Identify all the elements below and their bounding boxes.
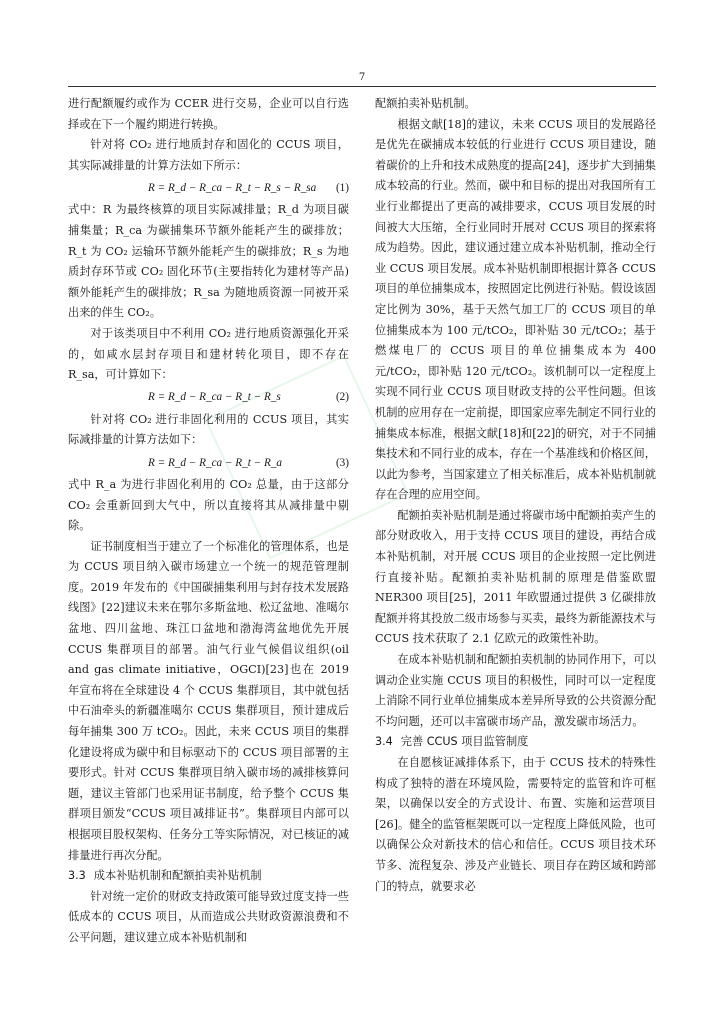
paragraph: 式中 R_a 为进行非固化利用的 CO₂ 总量，由于这部分 CO₂ 会重新回到大气中，所以直接将其从减排量中剔除。 xyxy=(68,477,349,533)
right-column xyxy=(375,94,656,897)
page-number: 7 xyxy=(358,72,366,83)
paragraph: 在自愿核证减排体系下，由于 CCUS 技术的特殊性构成了独特的潜在环境风险，需要特定的监管和许可框架，以确保以安全的方式设计、布置、实施和运营项目[26]。健全的监管框架既可以一定程度上降低风险，也可以确保公众对新技术的信心和信任。CCUS 项目技术环节多、流程复杂、涉及产业链长、项目存在跨区域和跨部门的特点，就要求必 xyxy=(375,756,656,893)
paragraph: 证书制度相当于建立了一个标准化的管理体系，也是为 CCUS 项目纳入碳市场建立一个统一的规范管理制度。2019 年发布的《中国碳捕集利用与封存技术发展路线图》[22]建议未来在鄂尔多斯盆地、松辽盆地、准噶尔盆地、四川盆地、珠江口盆地和渤海湾盆地优先开展 CCUS 集群项目的部署。油气行业气候倡议组织(oil and gas climate initiative，OGCI)[23]也在 2019 年宣布将在全球建设 4 个 CCUS 集群项目，其中就包括中石油牵头的新疆准噶尔 CCUS 集群项目，预计建成后每年捕集 300 万 tCO₂。因此，未来 CCUS 项目的集群化建设将成为碳中和目标驱动下的 CCUS 项目部署的主要形式。针对 CCUS 集群项目纳入碳市场的减排核算问题，建议主管部门也采用证书制度，给予整个 CCUS 集群项目颁发“CCUS 项目减排证书”。集群项目内部可以根据项目股权架构、任务分工等实际情况，对已核证的减排量进行再次分配。 xyxy=(68,539,349,862)
equation-formula: R = R_d − R_ca − R_t − R_s xyxy=(148,391,281,404)
equation-3 xyxy=(68,451,349,475)
equation-formula: R = R_d − R_ca − R_t − R_a xyxy=(148,456,282,469)
equation-2 xyxy=(68,386,349,410)
paragraph: 进行配额履约或作为 CCER 进行交易，企业可以自行选择或在下一个履约期进行转换。 xyxy=(68,97,349,131)
paragraph: 根据文献[18]的建议，未来 CCUS 项目的发展路径是优先在碳捕成本较低的行业进行 CCUS 项目建设，随着碳价的上升和技术成熟度的提高[24]，逐步扩大到捕集成本较高的行业。然而，碳中和目标的提出对我国所有工业行业都提出了更高的减排要求，CCUS 项目发展的时间被大大压缩，全行业同时开展对 CCUS 项目的探索将成为趋势。因此，建议通过建立成本补贴机制，推动全行业 CCUS 项目发展。成本补贴机制即根据计算各 CCUS 项目的单位捕集成本，按照固定比例进行补贴。假设该固定比例为 30%，基于天然气加工厂的 CCUS 项目的单位捕集成本为 100 元/tCO₂，即补贴 30 元/tCO₂；基于燃煤电厂的 CCUS 项目的单位捕集成本为 400 元/tCO₂，即补贴 120 元/tCO₂。该机制可以一定程度上实现不同行业 CCUS 项目财政支持的公平性问题。但该机制的应用存在一定前提，即国家应率先制定不同行业的捕集成本标准，根据文献[18]和[22]的研究，对于不同捕集技术和不同行业的成本，存在一个基准线和价格区间，以此为参考，当国家建立了相关标准后，成本补贴机制就存在合理的应用空间。 xyxy=(375,117,656,502)
equation-number: (2) xyxy=(335,391,349,404)
paragraph: 针对将 CO₂ 进行非固化利用的 CCUS 项目，其实际减排量的计算方法如下： xyxy=(68,412,349,447)
paragraph: 式中：R 为最终核算的项目实际减排量；R_d 为项目碳捕集量；R_ca 为碳捕集环节额外能耗产生的碳排放；R_t 为 CO₂ 运输环节额外能耗产生的碳排放；R_s 为地质封存环节或 CO₂ 固化环节(主要指转化为建材等产品)额外能耗产生的碳排放；R_sa 为随地质资源一同被开采出来的伴生 CO₂。 xyxy=(68,203,349,320)
section-heading-3-4 xyxy=(375,732,656,753)
equation-formula: R = R_d − R_ca − R_t − R_s − R_sa xyxy=(148,182,317,195)
equation-1 xyxy=(68,176,349,200)
paragraph: 配额拍卖补贴机制是通过将碳市场中配额拍卖产生的部分财政收入，用于支持 CCUS 项目的建设，再结合成本补贴机制，对开展 CCUS 项目的企业按照一定比例进行直接补贴。配额拍卖补贴机制的原理是借鉴欧盟 NER300 项目[25]，2011 年欧盟通过提供 3 亿碳排放配额并将其投放二级市场参与买卖，最终为新能源技术与 CCUS 技术获取了 2.1 亿欧元的政策性补助。 xyxy=(375,508,656,646)
equation-number: (1) xyxy=(335,182,349,195)
section-heading-3-3 xyxy=(68,866,349,887)
paragraph: 针对统一定价的财政支持政策可能导致过度支持一些低成本的 CCUS 项目，从而造成公共财政资源浪费和不公平问题，建议建立成本补贴机制和 xyxy=(68,889,349,944)
section-number: 3.4 xyxy=(375,735,393,749)
section-title: 成本补贴机制和配额拍卖补贴机制 xyxy=(93,869,262,883)
paragraph: 配额拍卖补贴机制。 xyxy=(375,97,476,110)
header-rule xyxy=(68,86,656,87)
paragraph: 针对将 CO₂ 进行地质封存和固化的 CCUS 项目，其实际减排量的计算方法如下所示： xyxy=(68,138,349,172)
equation-number: (3) xyxy=(335,456,349,469)
section-title: 完善 CCUS 项目监管制度 xyxy=(400,735,529,749)
section-number: 3.3 xyxy=(68,869,86,883)
left-column xyxy=(68,94,349,949)
paragraph: 在成本补贴机制和配额拍卖机制的协同作用下，可以调动企业实施 CCUS 项目的积极性，同时可以一定程度上消除不同行业单位捕集成本差异所导致的公共资源分配不均问题，还可以丰富碳市场产品，激发碳市场活力。 xyxy=(375,653,656,728)
paragraph: 对于该类项目中不利用 CO₂ 进行地质资源强化开采的，如咸水层封存项目和建材转化项目，即不存在 R_sa，可计算如下： xyxy=(68,326,349,382)
